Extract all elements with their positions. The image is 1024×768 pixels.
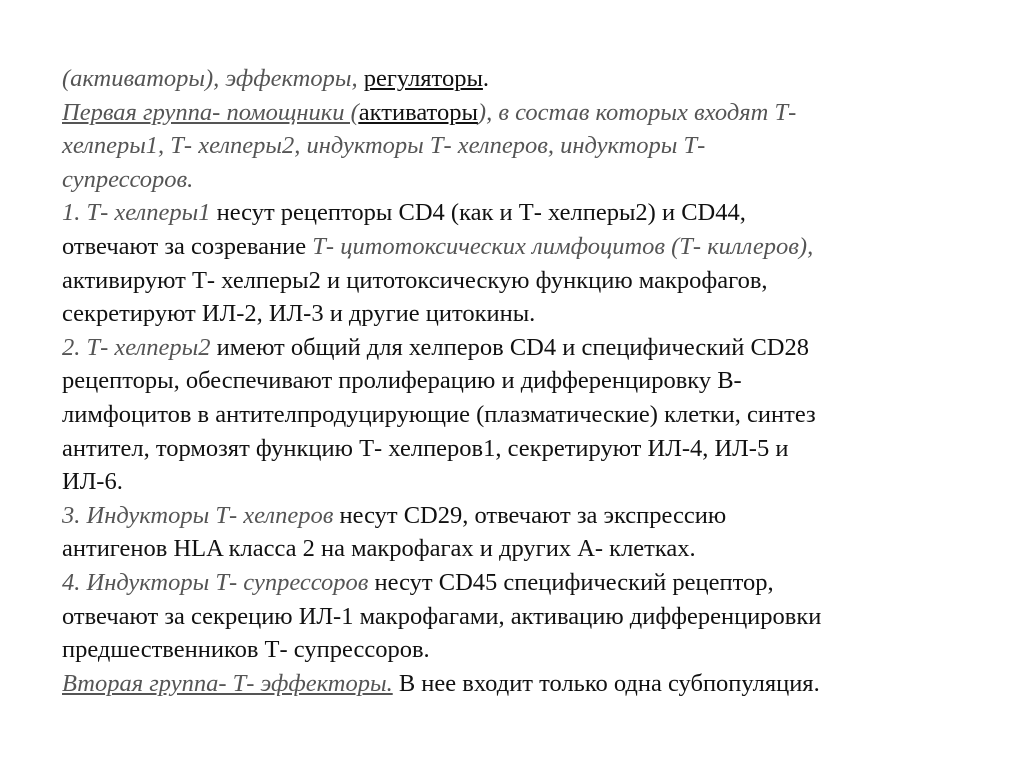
text-line-7: активируют Т- хелперы2 и цитотоксическую функцию макрофагов, (62, 266, 768, 294)
item-2-term: 2. Т- хелперы2 (62, 333, 211, 361)
text-line-4: супрессоров. (62, 165, 194, 193)
text-line-15: антигенов HLA класса 2 на макрофагах и других А- клетках. (62, 535, 696, 563)
item-4-text: несут CD45 специфический рецептор, (368, 568, 774, 596)
second-group-heading: Вторая группа- Т- эффекторы. (62, 669, 393, 697)
item-3-term: 3. Индукторы Т- хелперов (62, 501, 334, 529)
item-1-text: несут рецепторы CD4 (как и Т- хелперы2) и CD44, (210, 199, 746, 227)
item-2-text: имеют общий для хелперов CD4 и специфический CD28 (210, 333, 809, 361)
text-line-17: отвечают за секрецию ИЛ-1 макрофагами, активацию дифференцировки (62, 602, 822, 630)
text-line-19 (62, 667, 962, 701)
text-line-14 (62, 499, 962, 533)
text-line-3: хелперы1, Т- хелперы2, индукторы Т- хелперов, индукторы Т- (62, 132, 706, 160)
regulators-term: регуляторы (363, 65, 483, 92)
text-line-5 (62, 196, 962, 230)
line-6-text: отвечают за созревание (62, 232, 313, 260)
first-group-continued: ), в состав которых входят Т- (477, 98, 797, 126)
text-line-13: ИЛ-6. (62, 468, 123, 496)
text-line-9 (62, 331, 962, 365)
text-line-16 (62, 566, 962, 600)
period: . (482, 65, 490, 92)
second-group-text: В нее входит только одна субпопуляция. (392, 669, 820, 697)
cytotoxic-term: Т- цитотоксических лимфоцитов (Т- киллеров), (312, 232, 814, 260)
item-3-text: несут CD29, отвечают за экспрессию (333, 501, 727, 529)
text-line-12: антител, тормозят функцию Т- хелперов1, секретируют ИЛ-4, ИЛ-5 и (62, 434, 789, 462)
first-group-heading: Первая группа- помощники ( (62, 98, 359, 126)
text-line-2 (62, 96, 962, 130)
item-4-term: 4. Индукторы Т- супрессоров (62, 568, 369, 596)
slide-text (62, 62, 962, 700)
text-line-10: рецепторы, обеспечивают пролиферацию и дифференцировку В- (62, 367, 742, 395)
text-line-1 (62, 62, 962, 96)
text-line-6 (62, 230, 962, 264)
text-line-8: секретируют ИЛ-2, ИЛ-3 и другие цитокины. (62, 300, 536, 328)
activators-effectors: (активаторы), эффекторы, (62, 65, 364, 92)
text-line-11: лимфоцитов в антителпродуцирующие (плазматические) клетки, синтез (62, 400, 816, 428)
text-line-18: предшественников Т- супрессоров. (62, 636, 430, 664)
item-1-term: 1. Т- хелперы1 (62, 199, 211, 227)
activators-term: активаторы (358, 98, 478, 126)
